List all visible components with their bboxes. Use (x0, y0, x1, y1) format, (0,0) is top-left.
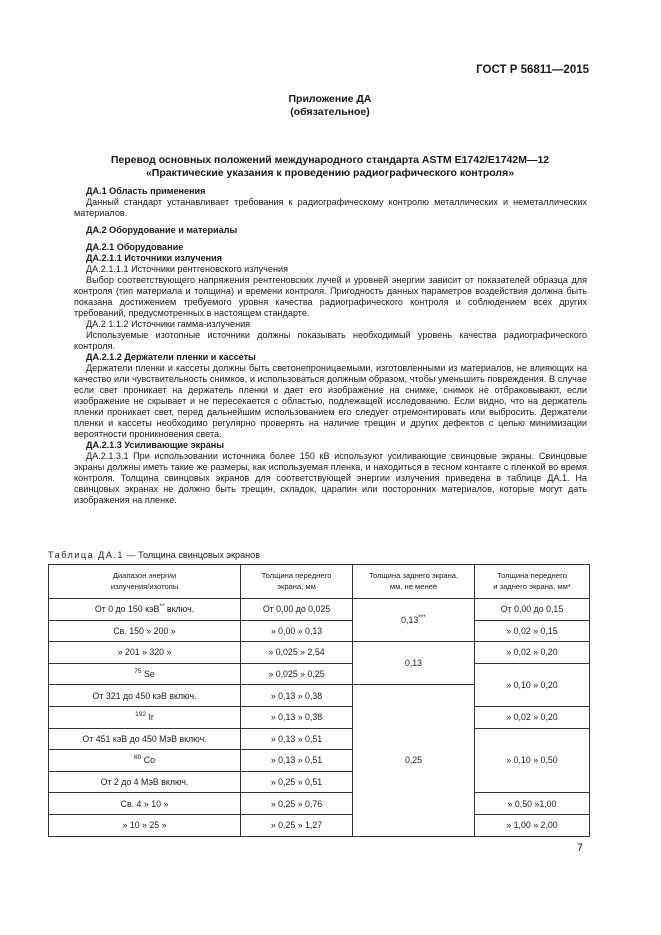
table-row (49, 642, 590, 664)
cell-energy: От 321 до 450 кэВ включ. (49, 685, 241, 707)
cell-both: » 1,00 » 2,00 (475, 814, 590, 836)
cell-energy: Св. 150 » 200 » (49, 620, 241, 642)
cell-both: От 0,00 до 0,15 (475, 599, 590, 621)
section-da1-text: Данный стандарт устанавливает требования к радиографическому контролю металлических и неметаллических материалов. (74, 197, 587, 218)
cell-front: » 0,25 » 1,27 (241, 814, 353, 836)
cell-both: » 0,50 »1,00 (475, 793, 590, 815)
annex-heading (72, 93, 588, 118)
section-da211-heading: ДА.2.1.1 Источники излучения (86, 253, 223, 263)
table-row (49, 728, 590, 750)
cell-front: » 0,13 » 0,38 (241, 706, 353, 728)
section-da212-text: Держатели пленки и кассеты должны быть светонепроницаемыми, изготовленными из материалов, не влияющих на качество или чувствительность снимков, и использоваться должным образом, чтобы уменьшить повреждения. В случае если свет проникает на держатель пленки и дает его изображение на снимке, снимок не отбраковывают, если изображение не скрывает и не пересекается с областью, подлежащей исследованию. Если видно, что на держатель пленки проникает свет, перед дальнейшим использованием его следует отремонтировать или выбросить. Держатели пленки и кассеты необходимо регулярно проверять на наличие трещин и других дефектов с целью минимизации вероятности проникновения света. (74, 363, 587, 439)
cell-front: » 0,13 » 0,51 (241, 750, 353, 772)
translation-title-line2: «Практические указания к проведению радиографического контроля» (145, 166, 515, 179)
table-row (49, 599, 590, 621)
translation-title (72, 154, 588, 179)
standard-designation: ГОСТ Р 56811—2015 (476, 64, 589, 76)
cell-front: » 0,025 » 2,54 (241, 642, 353, 664)
cell-both-group-se: » 0,10 » 0,20 (475, 663, 590, 706)
annex-status: (обязательное) (290, 105, 370, 118)
cell-energy: От 0 до 150 кэВ** включ. (49, 599, 241, 621)
cell-front: » 0,025 » 0,25 (241, 663, 353, 685)
cell-isotope: $^{192}$ Ir (49, 706, 241, 728)
section-da2111-heading: ДА.2.1.1.1 Источники рентгеновского излучения (86, 264, 289, 274)
table-row (49, 620, 590, 642)
cell-energy: От 2 до 4 МэВ включ. (49, 771, 241, 793)
section-da1-heading: ДА.1 Область применения (86, 186, 206, 196)
cell-energy: » 201 » 320 » (49, 642, 241, 664)
cell-front: » 0,13 » 0,38 (241, 685, 353, 707)
cell-energy: От 451 кэВ до 450 МэВ включ. (49, 728, 241, 750)
cell-front: » 0,13 » 0,51 (241, 728, 353, 750)
table-caption (48, 550, 260, 560)
annex-title: Приложение ДА (288, 93, 372, 105)
table-caption-label: Таблица ДА.1 (48, 550, 124, 560)
table-caption-title: — Толщина свинцовых экранов (126, 550, 261, 560)
section-da2131-text: ДА.2.1.3.1 При использовании источника более 150 кВ используют усиливающие свинцовые экраны. Свинцовые экраны должны иметь такие же размеры, как используемая пленка, и находиться в тесном контакте с пленкой во время контроля. Толщина свинцовых экранов для соответствующей энергии излучения приведена в таблице ДА.1. На свинцовых экранах не должно быть трещин, складок, царапин или посторонних материалов, которые могут дать изображения на пленке. (74, 451, 587, 505)
translation-title-line1: Перевод основных положений международного стандарта ASTM E1742/E1742M—12 (110, 154, 550, 166)
cell-energy: Св. 4 » 10 » (49, 793, 241, 815)
cell-energy: » 10 » 25 » (49, 814, 241, 836)
section-da213-heading: ДА.2.1.3 Усиливающие экраны (86, 440, 225, 450)
section-da21-heading: ДА.2.1 Оборудование (86, 242, 184, 252)
cell-front: » 0,00 » 0,13 (241, 620, 353, 642)
cell-both-group-451: » 0,10 » 0,50 (475, 728, 590, 793)
section-da2111-text: Выбор соответствующего напряжения рентгеновских лучей и уровней энергии зависит от показателей образца для контроля (тип материала и толщина) и времени контроля. Пригодность данных параметров воздействия должна быть показана достижением требуемого уровня качества радиографического контроля и соблюдением всех других требований, предусмотренных в настоящем стандарте. (74, 275, 587, 318)
cell-both: » 0,02 » 0,20 (475, 642, 590, 664)
header-energy-range: Диапазон энергии излучения/изотопы (49, 565, 241, 599)
cell-back-group-2: 0,13 (353, 642, 475, 685)
section-da2-heading: ДА.2 Оборудование и материалы (86, 225, 238, 235)
cell-both: » 0,02 » 0,15 (475, 620, 590, 642)
header-back-thickness: Толщина заднего экрана, мм, не менее (353, 565, 475, 599)
table-row (49, 814, 590, 836)
header-front-back-thickness: Толщина переднего и заднего экрана, мм* (475, 565, 590, 599)
section-da2112-text: Используемые изотопные источники должны показывать необходимый уровень качества радиографического контроля. (74, 330, 587, 351)
lead-screen-thickness-table (48, 564, 590, 837)
cell-isotope: $^{75}$ Se (49, 663, 241, 685)
table-row (49, 706, 590, 728)
header-front-thickness: Толщина переднего экрана, мм (241, 565, 353, 599)
document-body (74, 186, 587, 506)
section-da2112-heading: ДА.2.1.1.2 Источники гамма-излучения (86, 319, 251, 329)
section-da212-heading: ДА.2.1.2 Держатели пленки и кассеты (86, 352, 256, 362)
cell-front: » 0,25 » 0,76 (241, 793, 353, 815)
table-row (49, 663, 590, 685)
cell-isotope: $^{60}$ Co (49, 750, 241, 772)
table-row (49, 793, 590, 815)
cell-both: » 0,02 » 0,20 (475, 706, 590, 728)
page-number: 7 (576, 842, 583, 854)
cell-back-group-3: 0,25 (353, 685, 475, 836)
cell-back-group-1: 0,13*** (353, 599, 475, 642)
cell-front: От 0,00 до 0,025 (241, 599, 353, 621)
table-header-row (49, 565, 590, 599)
cell-front: » 0,25 » 0,51 (241, 771, 353, 793)
